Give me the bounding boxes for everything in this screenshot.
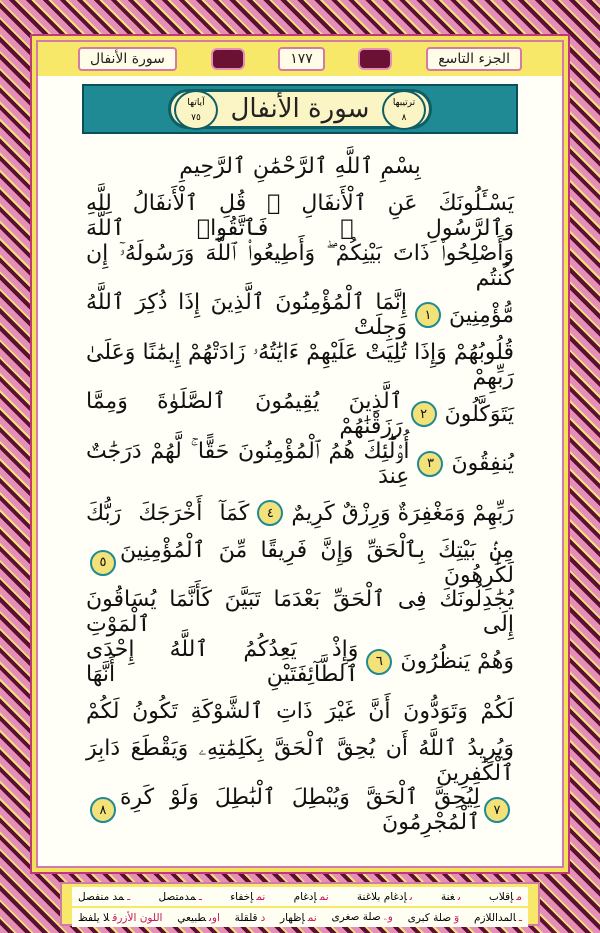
legend-mark: ـ [198,890,202,903]
page-header [38,42,562,76]
verse-marker: ٤ [257,500,283,526]
verse-marker: ٣ [417,451,443,477]
text-line [86,489,514,539]
bismillah-line [86,142,514,192]
legend-label: غنة [440,890,455,903]
legend-label: إظهار [280,911,305,924]
verse-text: أُو۟لَٰٓئِكَ هُمُ ٱلْمُؤْمِنُونَ حَقًّا ۚ لَّهُمْ دَرَجَٰتٌ عِندَ [86,438,410,489]
text-line [86,588,514,638]
legend-label: إدغام بلاغنة [356,890,407,903]
legend-row [72,908,528,927]
legend-item [357,891,413,903]
verse-text: يُنفِقُونَ [451,451,514,477]
legend-item [230,891,265,903]
verse-text: قُلُوبُهُمْ وَإِذَا تُلِيَتْ عَلَيْهِمْ ءَايَٰتُهُۥ زَادَتْهُمْ إِيمَٰنًا وَعَلَىٰ رَبِّهِمْ [86,339,514,390]
legend-item [408,912,460,924]
order-label: ترتيبها [392,98,416,108]
legend-label: إقلاب [489,890,514,903]
text-line [86,786,514,836]
legend-mark: اوى [208,911,220,924]
page-border [30,34,570,874]
ayat-count-badge [174,90,218,130]
verse-text: وَيُرِيدُ ٱللَّهُ أَن يُحِقَّ ٱلْحَقَّ بِكَلِمَٰتِهِۦ وَيَقْطَعَ دَابِرَ ٱلْكَٰفِرِينَ [86,735,514,786]
legend-row [72,887,528,906]
text-line [86,291,514,341]
verse-text: رَبِّهِمْ وَمَغْفِرَةٌ وَرِزْقٌ كَرِيمٌ [291,500,514,526]
header-surah-name: سورة الأنفال [78,47,177,71]
surah-order-badge [382,90,426,130]
legend-item [280,912,317,924]
text-line [86,241,514,291]
verse-text: ٱلَّذِينَ يُقِيمُونَ ٱلصَّلَوٰةَ وَمِمَّا رَزَقْنَٰهُمْ [86,389,403,440]
legend-mark: نم [256,890,266,903]
verse-text: لَكُمْ وَتَوَدُّونَ أَنَّ غَيْرَ ذَاتِ ٱلشَّوْكَةِ تَكُونُ لَكُمْ [86,698,514,724]
tajweed-legend [60,882,540,926]
verse-marker: ٢ [411,401,437,427]
legend-label: لا يلفظ [78,911,110,924]
legend-label: إدغام [293,890,317,903]
verse-text: مِنۢ بَيْتِكَ بِٱلْحَقِّ وَإِنَّ فَرِيقًا مِّنَ ٱلْمُؤْمِنِينَ لَكَٰرِهُونَ [120,537,514,588]
text-line [86,390,514,440]
legend-label: مدمتصل [158,890,196,903]
legend-item [78,912,162,924]
surah-banner [82,84,518,134]
order-number: ٨ [401,113,407,123]
ayat-count: ٧٥ [191,113,201,123]
legend-label: إخفاء [230,890,254,903]
legend-item [78,891,130,903]
verse-text: يَتَوَكَّلُونَ [444,401,514,427]
legend-label: صلة صغرى [331,911,381,923]
text-line [86,192,514,242]
text-line [86,538,514,588]
legend-mark: د [260,911,266,924]
ornament-icon [358,48,392,70]
legend-mark: ں [457,890,461,903]
legend-item [294,891,329,903]
verse-marker: ٨ [90,797,116,823]
legend-item [474,912,522,924]
legend-mark: نم [319,890,329,903]
legend-label: قلقلة [234,911,258,924]
legend-item [177,912,220,924]
verse-text: لِيُحِقَّ ٱلْحَقَّ وَيُبْطِلَ ٱلْبَٰطِلَ وَلَوْ كَرِهَ ٱلْمُجْرِمُونَ [120,785,480,836]
ornament-icon [211,48,245,70]
legend-label: مد منفصل [78,890,125,903]
quran-text [86,142,514,882]
legend-mark: ں [409,890,413,903]
text-line [86,736,514,786]
text-line [86,340,514,390]
legend-label: صلة كبرى [407,911,452,924]
text-line [86,687,514,737]
legend-mark: وۦ [383,911,393,923]
verse-text: إِنَّمَا ٱلْمُؤْمِنُونَ ٱلَّذِينَ إِذَا ذُكِرَ ٱللَّهُ وَجِلَتْ [86,290,408,341]
text-line [86,637,514,687]
legend-item [158,891,202,903]
verse-text: بِسْمِ ٱللَّهِ ٱلرَّحْمَٰنِ ٱلرَّحِيمِ [179,154,421,180]
legend-item [441,891,461,903]
legend-item [235,912,266,924]
legend-item [489,891,522,903]
legend-mark: وٓ [454,911,460,924]
ayat-label: آياتها [187,98,205,108]
verse-text: يَسْـَٔلُونَكَ عَنِ ٱلْأَنفَالِ ۖ قُلِ ٱلْأَنفَالُ لِلَّهِ وَٱلرَّسُولِ ۖ فَٱتَّقُوا۟ ٱللَّهَ [86,191,514,242]
verse-text: كَمَآ أَخْرَجَكَ رَبُّكَ [86,500,250,526]
verse-text: مُّؤْمِنِينَ [449,302,514,328]
verse-text: وَإِذْ يَعِدُكُمُ ٱللَّهُ إِحْدَى ٱلطَّآئِفَتَيْنِ أَنَّهَا [86,636,359,687]
verse-marker: ٧ [484,797,510,823]
legend-label: طبيعي [177,911,206,924]
legend-item [331,911,392,924]
legend-label: المداللازم [473,911,516,924]
verse-text: يُجَٰدِلُونَكَ فِى ٱلْحَقِّ بَعْدَمَا تَبَيَّنَ كَأَنَّمَا يُسَاقُونَ إِلَى ٱلْمَوْتِ [86,587,514,638]
legend-mark: ـ [518,911,522,924]
juz-label: الجزء التاسع [426,47,522,71]
legend-mark: اللون الأزرق [112,911,163,924]
mushaf-page [36,40,564,868]
verse-text: وَأَصْلِحُوا۟ ذَاتَ بَيْنِكُمْ ۖ وَأَطِيعُوا۟ ٱللَّهَ وَرَسُولَهُۥٓ إِن كُنتُم [86,240,514,291]
legend-mark: نم [307,911,317,924]
verse-marker: ١ [415,302,441,328]
legend-mark: ـ [127,890,131,903]
text-line [86,439,514,489]
surah-title: سورة الأنفال [168,89,433,129]
legend-mark: م [516,890,522,903]
verse-marker: ٥ [90,550,116,576]
verse-marker: ٦ [366,649,392,675]
page-number: ١٧٧ [278,47,325,71]
verse-text: وَهُمْ يَنظُرُونَ [400,649,514,675]
